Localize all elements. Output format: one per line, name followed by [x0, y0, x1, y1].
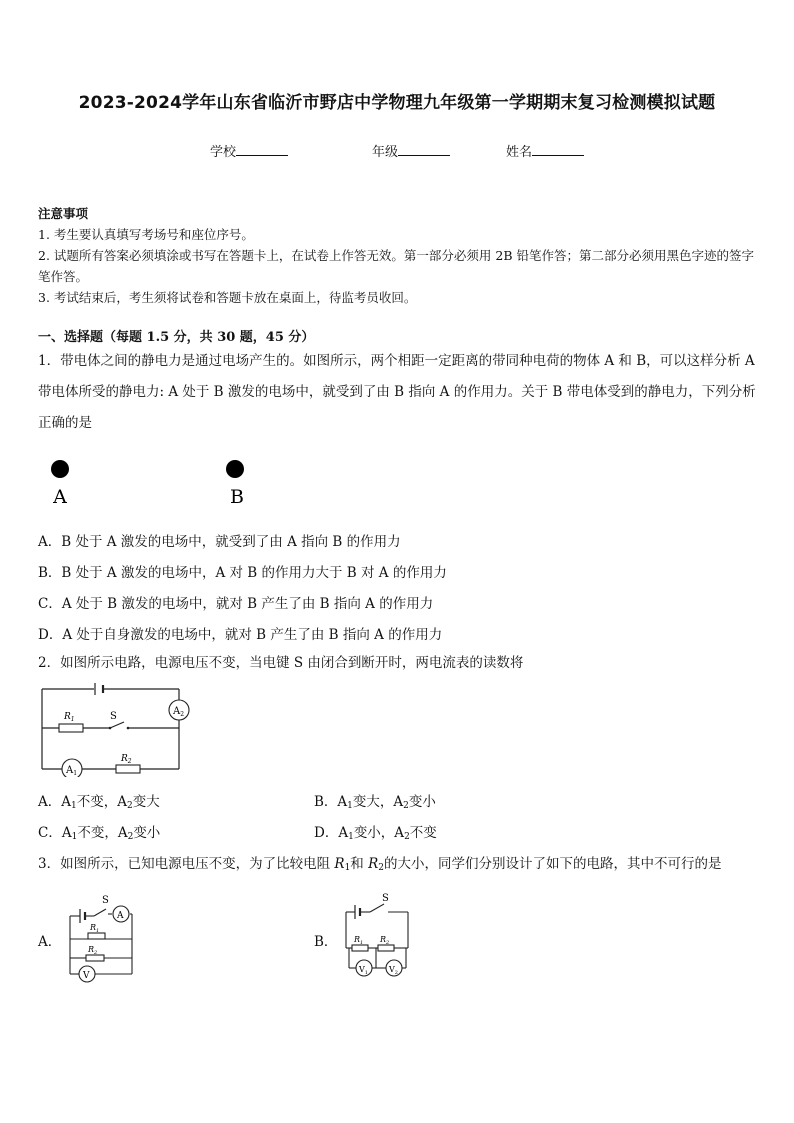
school-label: 学校: [210, 145, 237, 160]
q3a-switch-label: S: [102, 895, 109, 906]
page-title: 2023-2024学年山东省临沂市野店中学物理九年级第一学期期末复习检测模拟试题: [78, 93, 716, 113]
school-field: [210, 141, 288, 160]
q3b-r2-label: $R_2$: [380, 935, 390, 946]
q2-option-d[interactable]: D．$A_1$变小，$A_2$不变: [314, 825, 437, 842]
q2-circuit: [38, 682, 198, 777]
charge-b-label: B: [230, 486, 244, 508]
question-2-stem: 2．如图所示电路，电源电压不变，当电键 S 由闭合到断开时，两电流表的读数将: [38, 655, 524, 671]
q3a-r1-label: $R_1$: [90, 923, 100, 934]
a1-label: $A_1$: [66, 765, 78, 777]
q2-option-b[interactable]: B．$A_1$变大，$A_2$变小: [314, 794, 436, 811]
q3b-v2-label: $V_2$: [389, 965, 398, 976]
notes-item-2: 2. 试题所有答案必须填涂或书写在答题卡上，在试卷上作答无效。第一部分必须用 2B 铅笔作答；第二部分必须用黑色字迹的签字笔作答。: [38, 248, 754, 284]
charge-b-dot: [226, 460, 244, 478]
notes-item-1: 1. 考生要认真填写考场号和座位序号。: [38, 227, 254, 242]
r1-label: $R_1$: [64, 712, 75, 723]
q3b-switch-label: S: [382, 893, 389, 904]
q3a-r2-label: $R_2$: [88, 945, 98, 956]
q2-option-a[interactable]: A．$A_1$不变，$A_2$变大: [38, 794, 160, 811]
notes-item-3: 3. 考试结束后，考生须将试卷和答题卡放在桌面上，待监考员收回。: [38, 290, 417, 305]
name-label: 姓名: [506, 145, 533, 160]
q1-figure: [40, 455, 270, 510]
grade-field: [372, 141, 450, 160]
q3a-voltmeter-label: V: [83, 971, 90, 981]
notes-block: [38, 203, 760, 308]
q2-option-c[interactable]: C．$A_1$不变，$A_2$变小: [38, 825, 161, 842]
resistor-r1-icon: [59, 724, 83, 732]
q3b-r1-label: $R_1$: [354, 935, 364, 946]
battery-icon: [95, 683, 103, 695]
q1-option-a[interactable]: A．B 处于 A 激发的电场中，就受到了由 A 指向 B 的作用力: [38, 534, 401, 550]
q3-circuit-b: [340, 890, 420, 990]
name-blank: [532, 143, 584, 156]
q1-option-b[interactable]: B．B 处于 A 激发的电场中，A 对 B 的作用力大于 B 对 A 的作用力: [38, 565, 447, 581]
section-title: 一、选择题（每题 1.5 分，共 30 题，45 分）: [38, 330, 315, 345]
grade-blank: [398, 143, 450, 156]
switch-s-label: S: [110, 711, 117, 722]
question-1-stem: 1．带电体之间的静电力是通过电场产生的。如图所示，两个相距一定距离的带同种电荷的物体 A 和 B，可以这样分析 A 带电体所受的静电力: A 处于 B 激发的电场中，就受到了由 B 指向 A 的作用力。关于 B 带电体受到的静电力，下列分析正确的是: [38, 353, 756, 431]
r2-label: $R_2$: [121, 754, 132, 765]
q3a-ammeter-label: A: [117, 911, 124, 921]
notes-heading: 注意事项: [38, 206, 89, 221]
q3b-v1-label: $V_1$: [359, 965, 368, 976]
q3-option-a[interactable]: A．: [38, 934, 62, 950]
grade-label: 年级: [372, 145, 399, 160]
q3-circuit-a: [64, 892, 140, 986]
question-3-stem: 3．如图所示，已知电源电压不变，为了比较电阻 $R_1$和 $R_2$的大小，同学们分别设计了如下的电路，其中不可行的是: [38, 856, 722, 873]
q3-option-b[interactable]: B．: [314, 934, 338, 950]
name-field: [506, 141, 584, 160]
school-blank: [236, 143, 288, 156]
charge-a-dot: [51, 460, 69, 478]
q1-option-d[interactable]: D．A 处于自身激发的电场中，就对 B 产生了由 B 指向 A 的作用力: [38, 627, 443, 643]
a2-label: $A_2$: [173, 706, 185, 718]
resistor-r2-icon: [116, 765, 140, 773]
charge-a-label: A: [53, 486, 67, 508]
q1-option-c[interactable]: C．A 处于 B 激发的电场中，就对 B 产生了由 B 指向 A 的作用力: [38, 596, 434, 612]
